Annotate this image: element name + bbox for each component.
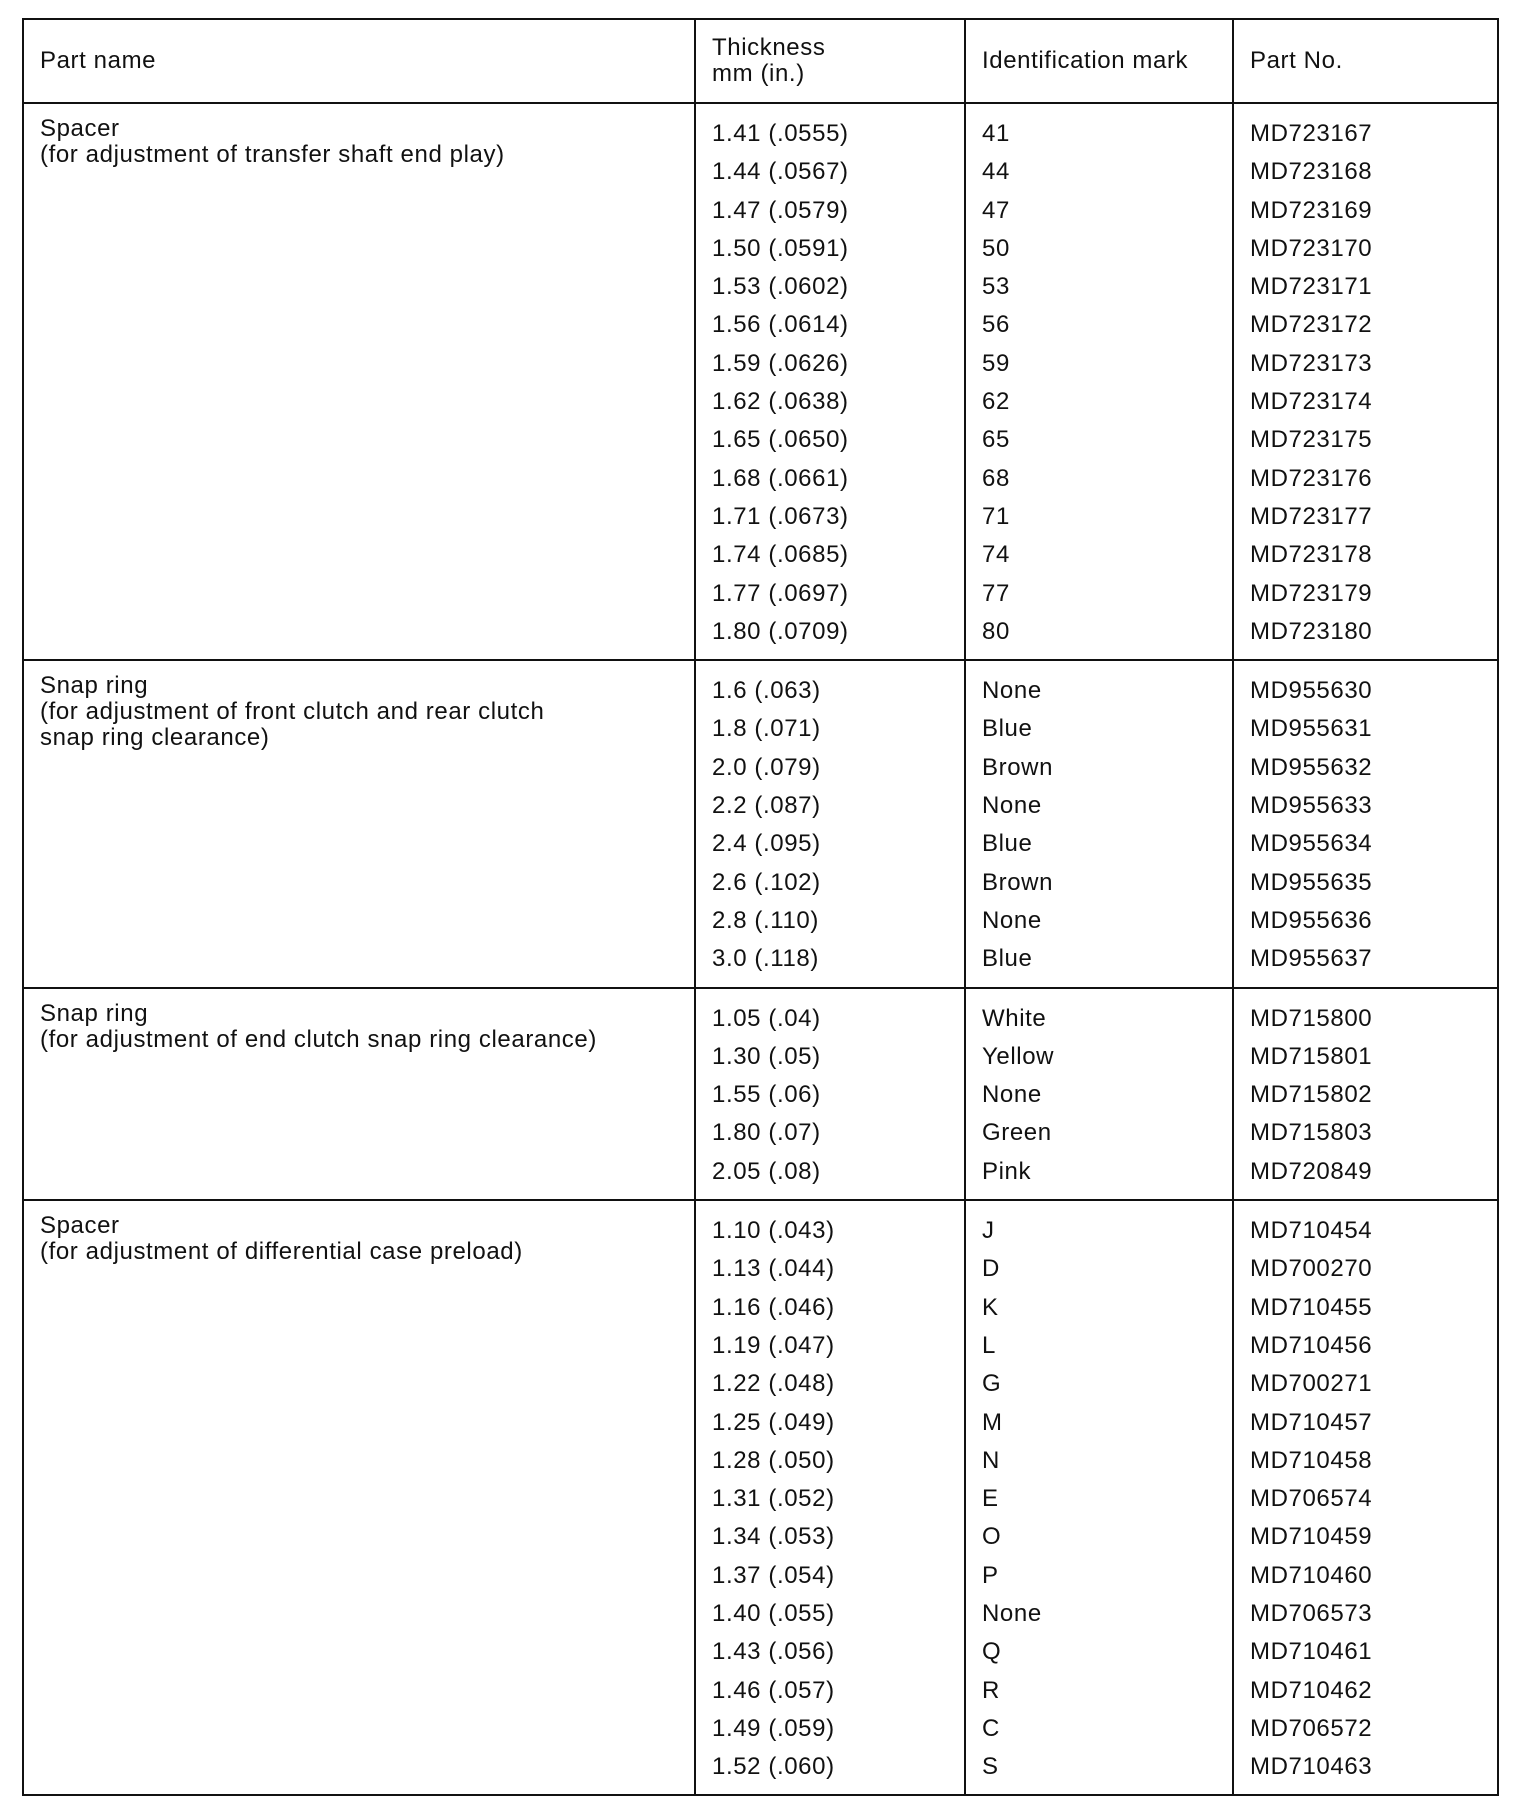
thickness-value: 1.55 (.06) <box>712 1081 821 1109</box>
part-no-value: MD955634 <box>1250 830 1373 858</box>
identification-mark-value: 44 <box>982 158 1010 186</box>
part-name-desc: (for adjustment of differential case preload) <box>40 1238 523 1266</box>
group-row <box>23 103 1498 660</box>
identification-mark-value: 47 <box>982 196 1010 224</box>
thickness-value: 1.34 (.053) <box>712 1523 835 1551</box>
identification-mark-value: Blue <box>982 715 1033 743</box>
part-no-value: MD955633 <box>1250 792 1373 820</box>
part-name-title: Snap ring <box>40 672 149 700</box>
thickness-value: 2.0 (.079) <box>712 753 821 781</box>
thickness-value: 1.62 (.0638) <box>712 388 849 416</box>
thickness-cell <box>695 660 965 987</box>
group-row <box>23 988 1498 1200</box>
thickness-value: 1.19 (.047) <box>712 1331 835 1359</box>
part-no-value: MD955637 <box>1250 945 1373 973</box>
identification-mark-value: 62 <box>982 388 1010 416</box>
thickness-value: 2.8 (.110) <box>712 906 819 934</box>
thickness-value: 2.6 (.102) <box>712 868 821 896</box>
part-no-value: MD715803 <box>1250 1119 1373 1147</box>
thickness-value: 1.31 (.052) <box>712 1485 835 1513</box>
identification-mark-value: 77 <box>982 579 1010 607</box>
thickness-value: 1.10 (.043) <box>712 1217 835 1245</box>
part-no-value: MD955632 <box>1250 753 1373 781</box>
thickness-value: 1.53 (.0602) <box>712 273 849 301</box>
part-no-value: MD710456 <box>1250 1331 1373 1359</box>
header-row <box>23 19 1498 103</box>
thickness-value: 1.30 (.05) <box>712 1042 821 1070</box>
identification-mark-value: R <box>982 1676 1000 1704</box>
part-no-value: MD723174 <box>1250 388 1373 416</box>
group-row <box>23 660 1498 987</box>
part-name-cell <box>23 988 695 1200</box>
identification-mark-value: None <box>982 1599 1042 1627</box>
part-no-cell <box>1233 1200 1498 1795</box>
part-no-value: MD723177 <box>1250 502 1373 530</box>
thickness-value: 1.40 (.055) <box>712 1599 835 1627</box>
part-no-value: MD723179 <box>1250 579 1373 607</box>
parts-spec-table <box>22 18 1499 1796</box>
part-name-desc: (for adjustment of transfer shaft end play) <box>40 141 505 168</box>
part-no-value: MD723178 <box>1250 541 1373 569</box>
identification-mark-value: Pink <box>982 1157 1032 1185</box>
identification-mark-value: Brown <box>982 753 1054 781</box>
identification-mark-value: M <box>982 1408 1003 1436</box>
header-thickness <box>695 19 965 103</box>
part-no-value: MD723169 <box>1250 196 1373 224</box>
thickness-value: 1.77 (.0697) <box>712 579 849 607</box>
part-no-value: MD723170 <box>1250 234 1373 262</box>
thickness-value: 1.47 (.0579) <box>712 196 849 224</box>
part-no-value: MD723168 <box>1250 158 1373 186</box>
identification-mark-value: 41 <box>982 120 1010 147</box>
identification-mark-value: Yellow <box>982 1042 1055 1070</box>
part-no-value: MD723175 <box>1250 426 1373 454</box>
thickness-value: 1.6 (.063) <box>712 677 821 705</box>
thickness-cell <box>695 1200 965 1795</box>
part-no-value: MD706574 <box>1250 1485 1373 1513</box>
part-no-value: MD715801 <box>1250 1042 1373 1070</box>
identification-mark-value: 71 <box>982 502 1010 530</box>
part-no-value: MD710459 <box>1250 1523 1373 1551</box>
identification-mark-value: E <box>982 1485 999 1513</box>
part-name-title: Snap ring <box>40 999 149 1027</box>
thickness-value: 1.59 (.0626) <box>712 349 849 377</box>
part-no-value: MD723173 <box>1250 349 1373 377</box>
part-no-value: MD720849 <box>1250 1157 1373 1185</box>
part-no-value: MD955636 <box>1250 906 1373 934</box>
identification-mark-value: White <box>982 1004 1047 1032</box>
identification-mark-value: 80 <box>982 617 1010 645</box>
part-no-value: MD955635 <box>1250 868 1373 896</box>
header-thickness-line2: mm (in.) <box>712 60 805 87</box>
part-no-value: MD710463 <box>1250 1753 1373 1781</box>
thickness-value: 1.74 (.0685) <box>712 541 849 569</box>
thickness-value: 1.49 (.059) <box>712 1714 835 1742</box>
thickness-value: 1.28 (.050) <box>712 1446 835 1474</box>
thickness-value: 1.22 (.048) <box>712 1370 835 1398</box>
identification-mark-value: O <box>982 1523 1002 1551</box>
thickness-value: 1.65 (.0650) <box>712 426 849 454</box>
part-name-cell <box>23 1200 695 1795</box>
thickness-value: 1.8 (.071) <box>712 715 821 743</box>
part-no-value: MD710457 <box>1250 1408 1373 1436</box>
part-name-desc-continued: snap ring clearance) <box>40 724 270 752</box>
identification-mark-value: 56 <box>982 311 1010 339</box>
thickness-value: 2.2 (.087) <box>712 792 821 820</box>
part-no-value: MD723172 <box>1250 311 1373 339</box>
identification-mark-value: Q <box>982 1638 1002 1666</box>
identification-mark-value: None <box>982 792 1042 820</box>
part-no-value: MD955631 <box>1250 715 1373 743</box>
part-no-value: MD715800 <box>1250 1004 1373 1032</box>
part-group <box>23 660 1498 987</box>
part-no-value: MD710458 <box>1250 1446 1373 1474</box>
thickness-value: 1.05 (.04) <box>712 1004 821 1032</box>
thickness-value: 2.05 (.08) <box>712 1157 821 1185</box>
thickness-value: 1.56 (.0614) <box>712 311 849 339</box>
part-no-cell <box>1233 988 1498 1200</box>
part-no-cell <box>1233 660 1498 987</box>
identification-mark-value: K <box>982 1293 999 1321</box>
part-no-value: MD706573 <box>1250 1599 1373 1627</box>
identification-mark-value: G <box>982 1370 1002 1398</box>
identification-mark-value: D <box>982 1255 1000 1283</box>
part-no-value: MD710462 <box>1250 1676 1373 1704</box>
thickness-value: 1.80 (.0709) <box>712 617 849 645</box>
table-header <box>23 19 1498 103</box>
thickness-value: 3.0 (.118) <box>712 945 819 973</box>
part-no-value: MD710460 <box>1250 1561 1373 1589</box>
identification-mark-value: N <box>982 1446 1000 1474</box>
part-no-value: MD710461 <box>1250 1638 1373 1666</box>
part-group <box>23 988 1498 1200</box>
group-row <box>23 1200 1498 1795</box>
header-part-name: Part name <box>23 19 695 103</box>
identification-mark-value: 74 <box>982 541 1010 569</box>
identification-mark-value: 65 <box>982 426 1010 454</box>
header-thickness-line1: Thickness <box>712 34 826 61</box>
thickness-value: 1.80 (.07) <box>712 1119 821 1147</box>
identification-mark-value: None <box>982 677 1042 705</box>
thickness-value: 1.44 (.0567) <box>712 158 849 186</box>
thickness-value: 1.16 (.046) <box>712 1293 835 1321</box>
identification-mark-value: Blue <box>982 945 1033 973</box>
part-name-desc: (for adjustment of front clutch and rear clutch <box>40 698 545 726</box>
part-no-value: MD700271 <box>1250 1370 1373 1398</box>
header-part-no: Part No. <box>1233 19 1498 103</box>
header-identification-mark: Identification mark <box>965 19 1233 103</box>
identification-mark-value: 68 <box>982 464 1010 492</box>
part-no-value: MD723171 <box>1250 273 1373 301</box>
thickness-value: 1.25 (.049) <box>712 1408 835 1436</box>
mark-cell <box>965 988 1233 1200</box>
identification-mark-value: L <box>982 1331 996 1359</box>
identification-mark-value: P <box>982 1561 999 1589</box>
mark-cell <box>965 103 1233 660</box>
identification-mark-value: Brown <box>982 868 1054 896</box>
part-name-title: Spacer <box>40 115 120 142</box>
part-no-value: MD706572 <box>1250 1714 1373 1742</box>
thickness-value: 1.46 (.057) <box>712 1676 835 1704</box>
part-group <box>23 1200 1498 1795</box>
part-group <box>23 103 1498 660</box>
thickness-value: 1.43 (.056) <box>712 1638 835 1666</box>
identification-mark-value: C <box>982 1714 1000 1742</box>
mark-cell <box>965 660 1233 987</box>
thickness-value: 1.41 (.0555) <box>712 120 849 147</box>
part-no-value: MD723180 <box>1250 617 1373 645</box>
thickness-cell <box>695 988 965 1200</box>
thickness-value: 1.13 (.044) <box>712 1255 835 1283</box>
identification-mark-value: Green <box>982 1119 1052 1147</box>
thickness-value: 1.71 (.0673) <box>712 502 849 530</box>
part-no-value: MD700270 <box>1250 1255 1373 1283</box>
thickness-value: 2.4 (.095) <box>712 830 821 858</box>
part-name-title: Spacer <box>40 1212 120 1240</box>
part-no-value: MD710455 <box>1250 1293 1373 1321</box>
part-no-value: MD723176 <box>1250 464 1373 492</box>
part-no-value: MD723167 <box>1250 120 1373 147</box>
thickness-value: 1.52 (.060) <box>712 1753 835 1781</box>
thickness-value: 1.50 (.0591) <box>712 234 849 262</box>
thickness-value: 1.68 (.0661) <box>712 464 849 492</box>
part-no-value: MD955630 <box>1250 677 1373 705</box>
identification-mark-value: S <box>982 1753 999 1781</box>
part-no-cell <box>1233 103 1498 660</box>
identification-mark-value: J <box>982 1217 995 1245</box>
identification-mark-value: None <box>982 906 1042 934</box>
identification-mark-value: Blue <box>982 830 1033 858</box>
thickness-cell <box>695 103 965 660</box>
part-name-desc: (for adjustment of end clutch snap ring clearance) <box>40 1025 597 1053</box>
identification-mark-value: 53 <box>982 273 1010 301</box>
mark-cell <box>965 1200 1233 1795</box>
part-name-cell <box>23 660 695 987</box>
part-no-value: MD710454 <box>1250 1217 1373 1245</box>
identification-mark-value: 59 <box>982 349 1010 377</box>
part-no-value: MD715802 <box>1250 1081 1373 1109</box>
part-name-cell <box>23 103 695 660</box>
identification-mark-value: None <box>982 1081 1042 1109</box>
identification-mark-value: 50 <box>982 234 1010 262</box>
thickness-value: 1.37 (.054) <box>712 1561 835 1589</box>
